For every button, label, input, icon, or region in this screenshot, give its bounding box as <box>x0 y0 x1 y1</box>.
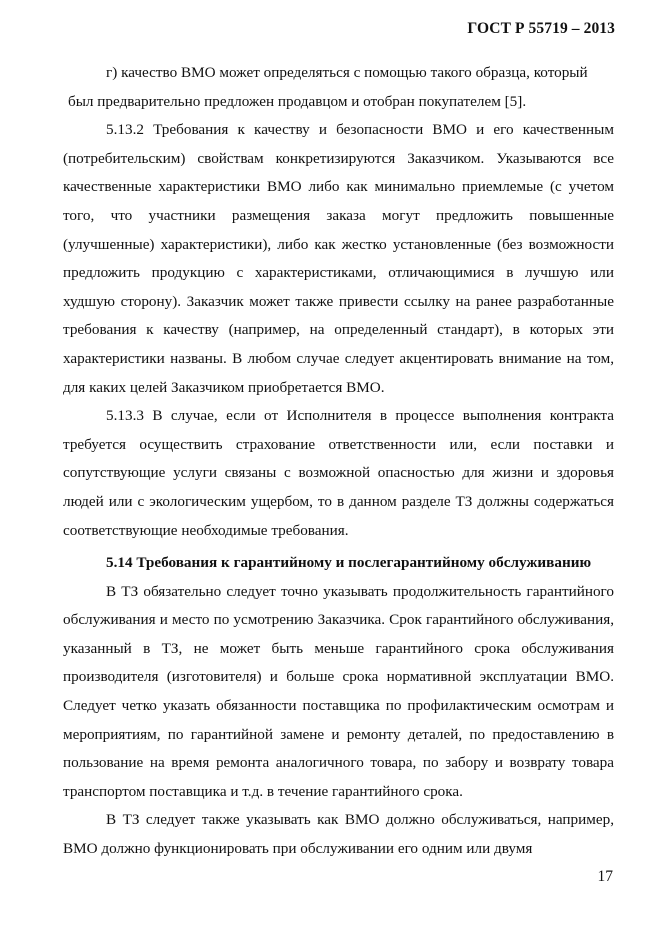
paragraph-quality-sample <box>63 59 614 116</box>
paragraph-line-2: был предварительно предложен продавцом и отобран покупателем [5]. <box>68 92 527 110</box>
paragraph-maintenance: В ТЗ следует также указывать как ВМО должно обслуживаться, например, ВМО должно функционировать при обслуживании его одним или двумя <box>63 811 614 858</box>
standard-header: ГОСТ Р 55719 – 2013 <box>467 20 615 37</box>
paragraph-5-13-3: 5.13.3 В случае, если от Исполнителя в процессе выполнения контракта требуется осуществить страхование ответственности или, если поставки и сопутствующие услуги связаны с возможной опасностью для жизни и здоровья людей или с экологическим ущербом, то в данном разделе ТЗ должны содержаться соответствующие необходимые требования. <box>63 407 614 539</box>
page-number: 17 <box>597 868 613 885</box>
paragraph-5-13-2: 5.13.2 Требования к качеству и безопасности ВМО и его качественным (потребительским) свойствам конкретизируются Заказчиком. Указываются все качественные характеристики ВМО либо как минимально приемлемые (с учетом того, что участники размещения заказа могут предложить повышенные (улучшенные) характеристики), либо как жестко установленные (без возможности предложить продукцию с характеристиками, отличающимися в лучшую или худшую сторону). Заказчик может также привести ссылку на ранее разработанные требования к качеству (например, на определенный стандарт), в которых эти характеристики названы. В любом случае следует акцентировать внимание на том, для каких целей Заказчиком приобретается ВМО. <box>63 121 614 396</box>
paragraph-line-1: г) качество ВМО может определяться с помощью такого образца, который <box>106 64 588 81</box>
document-body <box>63 59 614 864</box>
paragraph-warranty: В ТЗ обязательно следует точно указывать продолжительность гарантийного обслуживания и место по усмотрению Заказчика. Срок гарантийного обслуживания, указанный в ТЗ, не может быть меньше гарантийного срока обслуживания производителя (изготовителя) и больше срока нормативной эксплуатации ВМО. Следует четко указать обязанности поставщика по профилактическим осмотрам и мероприятиям, по гарантийной замене и ремонту деталей, по предоставлению в пользование на время ремонта аналогичного товара, по забору и возврату товара транспортом поставщика и т.д. в течение гарантийного срока. <box>63 582 614 800</box>
section-heading-5-14: 5.14 Требования к гарантийному и послегарантийному обслуживанию <box>106 554 592 572</box>
